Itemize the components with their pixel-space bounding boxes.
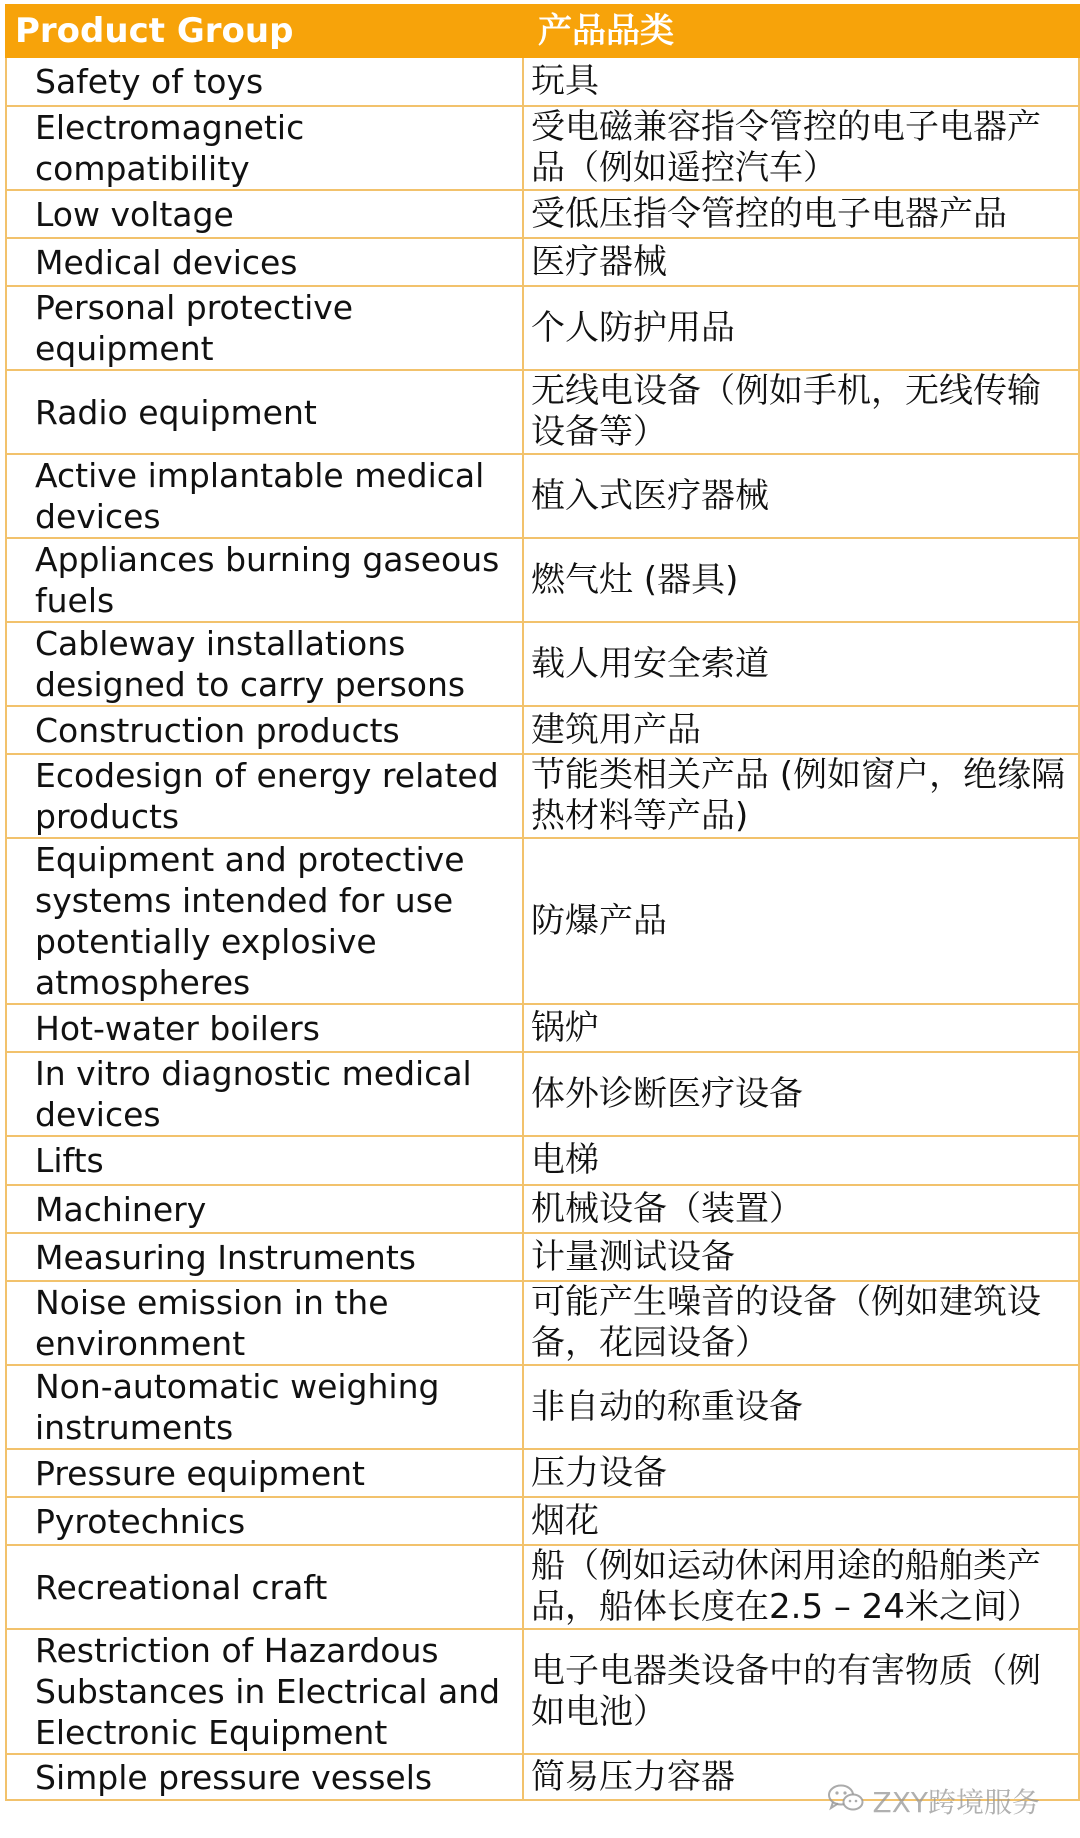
product-group-cell: Cableway installations designed to carry persons bbox=[6, 622, 523, 706]
table-row bbox=[6, 238, 1079, 286]
table-row bbox=[6, 1365, 1079, 1449]
table-row bbox=[6, 1136, 1079, 1185]
product-group-table bbox=[5, 4, 1080, 1801]
product-group-cell: Ecodesign of energy related products bbox=[6, 754, 523, 838]
product-category-cell: 体外诊断医疗设备 bbox=[523, 1052, 1079, 1136]
product-group-cell: Pyrotechnics bbox=[6, 1497, 523, 1545]
product-group-cell: Medical devices bbox=[6, 238, 523, 286]
product-group-cell: Measuring Instruments bbox=[6, 1233, 523, 1281]
product-category-cell: 节能类相关产品 (例如窗户，绝缘隔热材料等产品) bbox=[523, 754, 1079, 838]
product-group-cell: Active implantable medical devices bbox=[6, 454, 523, 538]
product-group-cell: Electromagnetic compatibility bbox=[6, 106, 523, 190]
product-category-cell: 植入式医疗器械 bbox=[523, 454, 1079, 538]
table-row bbox=[6, 190, 1079, 238]
product-group-cell: Appliances burning gaseous fuels bbox=[6, 538, 523, 622]
product-group-cell: Safety of toys bbox=[6, 57, 523, 106]
table-header-row bbox=[6, 5, 1079, 57]
product-category-cell: 电子电器类设备中的有害物质（例如电池） bbox=[523, 1629, 1079, 1754]
product-category-cell: 压力设备 bbox=[523, 1449, 1079, 1497]
product-category-cell: 个人防护用品 bbox=[523, 286, 1079, 370]
table-row bbox=[6, 538, 1079, 622]
product-group-cell: Radio equipment bbox=[6, 370, 523, 454]
product-group-cell: Construction products bbox=[6, 706, 523, 754]
table-row bbox=[6, 1497, 1079, 1545]
product-category-cell: 烟花 bbox=[523, 1497, 1079, 1545]
table-row bbox=[6, 1281, 1079, 1365]
product-category-cell: 船（例如运动休闲用途的船舶类产品，船体长度在2.5 – 24米之间） bbox=[523, 1545, 1079, 1629]
table-row bbox=[6, 1004, 1079, 1052]
table-row bbox=[6, 622, 1079, 706]
product-category-cell: 可能产生噪音的设备（例如建筑设备，花园设备） bbox=[523, 1281, 1079, 1365]
table-row bbox=[6, 1185, 1079, 1233]
table-row bbox=[6, 370, 1079, 454]
product-category-cell: 电梯 bbox=[523, 1136, 1079, 1185]
table-row bbox=[6, 1449, 1079, 1497]
product-group-cell: Noise emission in the environment bbox=[6, 1281, 523, 1365]
product-group-cell: Machinery bbox=[6, 1185, 523, 1233]
product-group-cell: Restriction of Hazardous Substances in Electrical and Electronic Equipment bbox=[6, 1629, 523, 1754]
product-group-cell: In vitro diagnostic medical devices bbox=[6, 1052, 523, 1136]
product-category-cell: 防爆产品 bbox=[523, 838, 1079, 1004]
header-product-group: Product Group bbox=[6, 5, 523, 57]
table-row bbox=[6, 1233, 1079, 1281]
product-category-cell: 计量测试设备 bbox=[523, 1233, 1079, 1281]
table-row bbox=[6, 1052, 1079, 1136]
table-row bbox=[6, 838, 1079, 1004]
product-category-cell: 锅炉 bbox=[523, 1004, 1079, 1052]
watermark bbox=[827, 1781, 1040, 1821]
wechat-icon bbox=[827, 1783, 865, 1820]
product-category-cell: 机械设备（装置） bbox=[523, 1185, 1079, 1233]
product-category-cell: 玩具 bbox=[523, 57, 1079, 106]
product-group-cell: Recreational craft bbox=[6, 1545, 523, 1629]
product-group-cell: Low voltage bbox=[6, 190, 523, 238]
product-group-cell: Simple pressure vessels bbox=[6, 1754, 523, 1800]
product-category-cell: 简易压力容器 bbox=[523, 1754, 1079, 1800]
product-category-cell: 受低压指令管控的电子电器产品 bbox=[523, 190, 1079, 238]
product-category-cell: 无线电设备（例如手机，无线传输设备等） bbox=[523, 370, 1079, 454]
table-row bbox=[6, 106, 1079, 190]
product-category-cell: 载人用安全索道 bbox=[523, 622, 1079, 706]
product-category-cell: 非自动的称重设备 bbox=[523, 1365, 1079, 1449]
table-row bbox=[6, 57, 1079, 106]
product-category-cell: 受电磁兼容指令管控的电子电器产品（例如遥控汽车） bbox=[523, 106, 1079, 190]
product-category-cell: 医疗器械 bbox=[523, 238, 1079, 286]
table-row bbox=[6, 454, 1079, 538]
table-row bbox=[6, 286, 1079, 370]
header-product-category-zh: 产品品类 bbox=[523, 5, 1079, 57]
table-row bbox=[6, 1545, 1079, 1629]
table-row bbox=[6, 754, 1079, 838]
product-category-cell: 建筑用产品 bbox=[523, 706, 1079, 754]
table-row bbox=[6, 706, 1079, 754]
product-group-cell: Personal protective equipment bbox=[6, 286, 523, 370]
watermark-text: ZXY跨境服务 bbox=[872, 1786, 1040, 1819]
table-row bbox=[6, 1629, 1079, 1754]
product-category-cell: 燃气灶 (器具) bbox=[523, 538, 1079, 622]
product-group-cell: Lifts bbox=[6, 1136, 523, 1185]
product-group-cell: Non-automatic weighing instruments bbox=[6, 1365, 523, 1449]
product-group-cell: Hot-water boilers bbox=[6, 1004, 523, 1052]
product-group-cell: Pressure equipment bbox=[6, 1449, 523, 1497]
product-group-cell: Equipment and protective systems intended for use potentially explosive atmospheres bbox=[6, 838, 523, 1004]
